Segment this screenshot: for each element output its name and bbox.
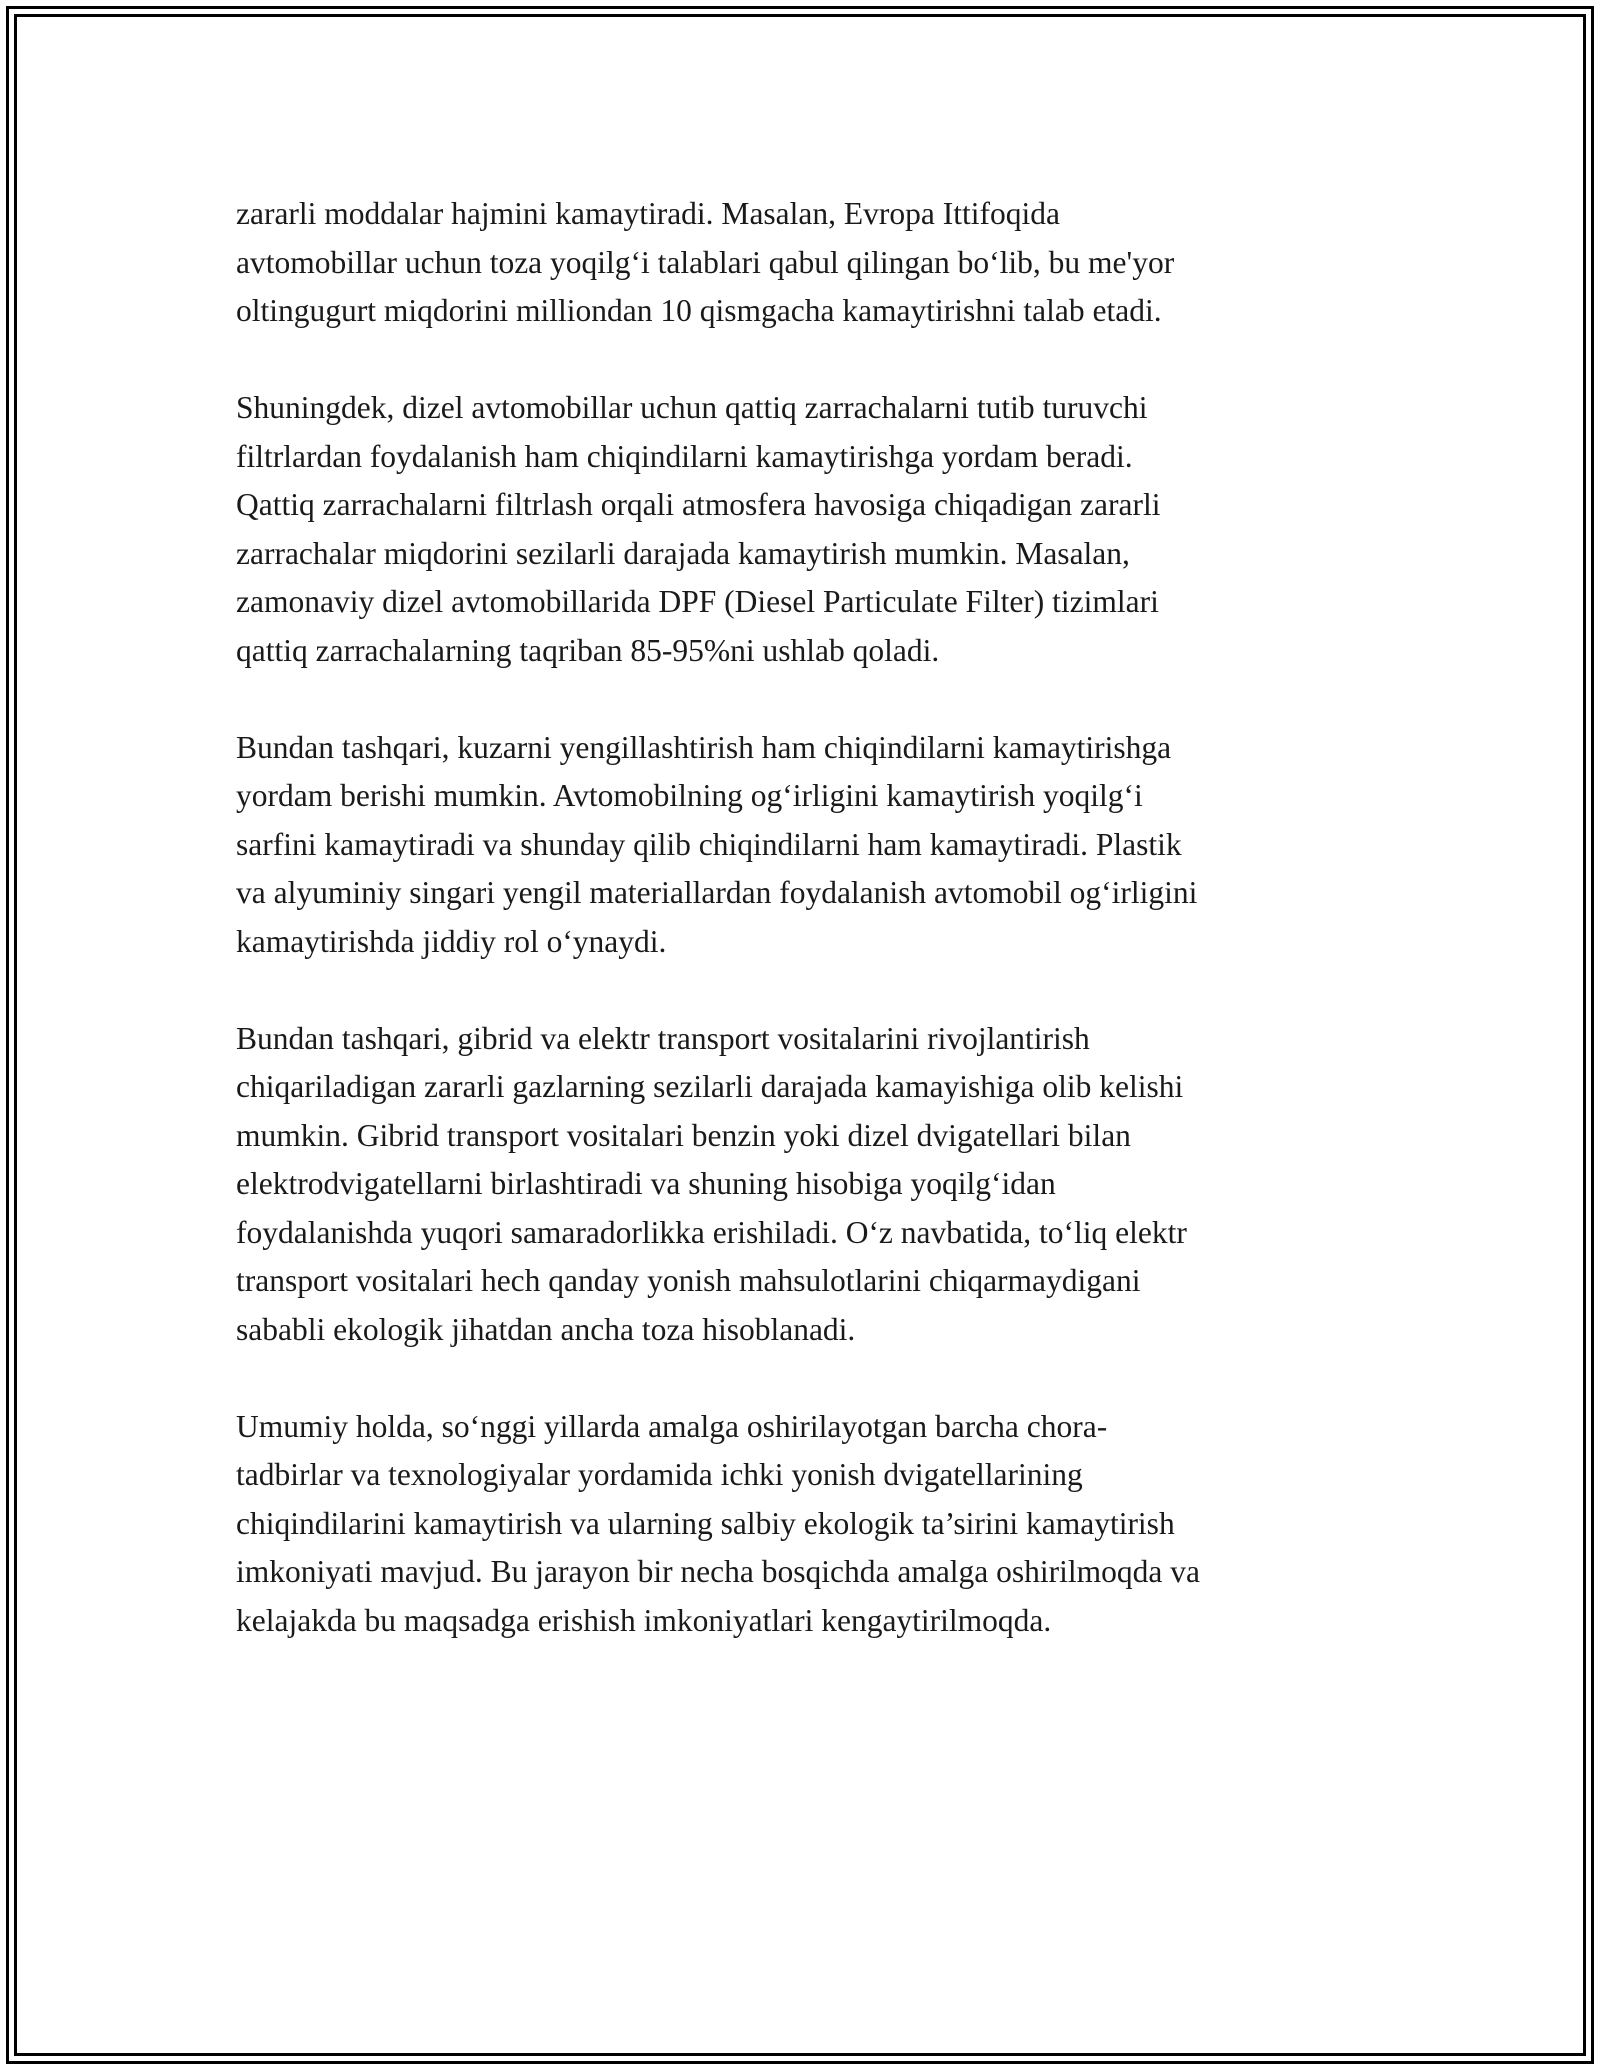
text-line: Bundan tashqari, kuzarni yengillashtirish ham chiqindilarni kamaytirishga [236, 729, 1172, 765]
text-line: Qattiq zarrachalarni filtrlash orqali atmosfera havosiga chiqadigan zararli [236, 487, 1161, 522]
text-line: filtrlardan foydalanish ham chiqindilarni kamaytirishga yordam beradi. [236, 438, 1133, 474]
text-line: chiqindilarini kamaytirish va ularning salbiy ekologik ta’sirini kamaytirish [236, 1505, 1175, 1541]
text-line: va alyuminiy singari yengil materiallardan foydalanish avtomobil og‘irligini [236, 875, 1198, 910]
paragraph-4 [236, 1015, 1368, 1355]
document-body [236, 190, 1368, 1694]
text-line: yordam berishi mumkin. Avtomobilning og‘irligini kamaytirish yoqilg‘i [236, 778, 1143, 813]
text-line: zamonaviy dizel avtomobillarida DPF (Diesel Particulate Filter) tizimlari [236, 584, 1159, 619]
text-line: Umumiy holda, so‘nggi yillarda amalga oshirilayotgan barcha chora- [236, 1408, 1108, 1444]
text-line: imkoniyati mavjud. Bu jarayon bir necha bosqichda amalga oshirilmoqda va [236, 1554, 1201, 1589]
text-line: qattiq zarrachalarning taqriban 85-95%ni ushlab qoladi. [236, 632, 940, 668]
paragraph-1 [236, 190, 1368, 336]
text-line: Shuningdek, dizel avtomobillar uchun qattiq zarrachalarni tutib turuvchi [236, 390, 1148, 425]
text-line: kelajakda bu maqsadga erishish imkoniyatlari kengaytirilmoqda. [236, 1602, 1052, 1638]
text-line: chiqariladigan zararli gazlarning sezilarli darajada kamayishiga olib kelishi [236, 1069, 1184, 1104]
paragraph-3 [236, 724, 1368, 967]
text-line: zararli moddalar hajmini kamaytiradi. Masalan, Evropa Ittifoqida [236, 196, 1060, 231]
text-line: elektrodvigatellarni birlashtiradi va shuning hisobiga yoqilg‘idan [236, 1166, 1056, 1201]
text-line: Bundan tashqari, gibrid va elektr transport vositalarini rivojlantirish [236, 1020, 1090, 1056]
text-line: avtomobillar uchun toza yoqilg‘i talablari qabul qilingan bo‘lib, bu me'yor [236, 244, 1175, 280]
text-line: kamaytirishda jiddiy rol o‘ynaydi. [236, 923, 667, 959]
text-line: mumkin. Gibrid transport vositalari benzin yoki dizel dvigatellari bilan [236, 1117, 1131, 1153]
paragraph-2 [236, 384, 1368, 675]
text-line: tadbirlar va texnologiyalar yordamida ichki yonish dvigatellarining [236, 1457, 1083, 1492]
text-line: oltingugurt miqdorini milliondan 10 qismgacha kamaytirishni talab etadi. [236, 293, 1162, 328]
text-line: foydalanishda yuqori samaradorlikka erishiladi. O‘z navbatida, to‘liq elektr [236, 1214, 1187, 1250]
text-line: sarfini kamaytiradi va shunday qilib chiqindilarni ham kamaytiradi. Plastik [236, 826, 1182, 862]
text-line: sababli ekologik jihatdan ancha toza hisoblanadi. [236, 1311, 856, 1347]
paragraph-5 [236, 1403, 1368, 1646]
text-line: zarrachalar miqdorini sezilarli darajada kamaytirish mumkin. Masalan, [236, 535, 1130, 571]
text-line: transport vositalari hech qanday yonish mahsulotlarini chiqarmaydigani [236, 1263, 1141, 1298]
